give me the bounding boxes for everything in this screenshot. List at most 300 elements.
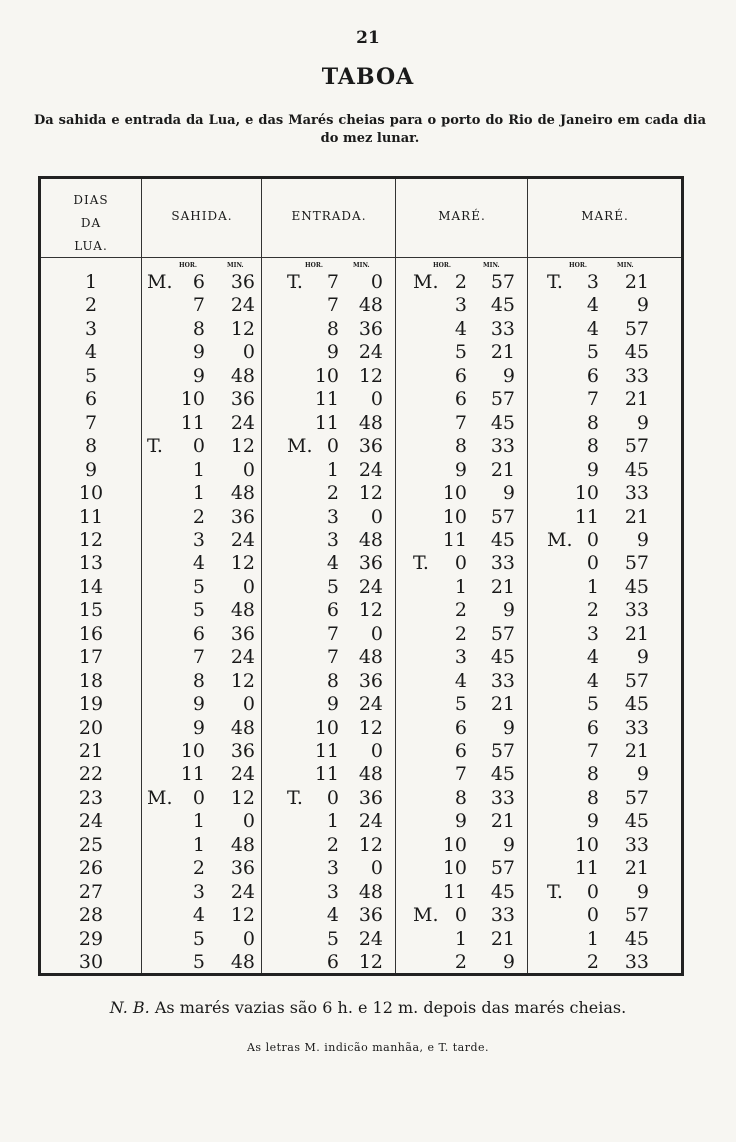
table-row: [41, 341, 681, 364]
cell-mare-2-period: M.: [547, 528, 573, 551]
cell-sahida-hour: 1: [192, 482, 205, 505]
cell-sahida-minute: 36: [230, 505, 255, 528]
cell-sahida-hour: 4: [192, 552, 205, 575]
cell-entrada-minute: 48: [358, 763, 383, 786]
cell-mare-2-hour: 0: [586, 880, 599, 903]
cell-sahida-hour: 2: [192, 857, 205, 880]
cell-mare-1-hour: 2: [454, 271, 467, 293]
cell-sahida-hour: 4: [192, 904, 205, 927]
cell-day: 6: [84, 388, 98, 411]
cell-entrada-hour: 7: [326, 271, 339, 293]
cell-entrada-period: M.: [287, 435, 313, 458]
cell-entrada-hour: 3: [326, 528, 339, 551]
header-dias-line1: DIAS: [73, 193, 109, 207]
cell-sahida-period: M.: [147, 271, 173, 293]
cell-day: 30: [78, 951, 104, 974]
cell-mare-2-minute: 45: [624, 458, 649, 481]
cell-mare-2-hour: 3: [586, 622, 599, 645]
cell-day: 22: [78, 763, 104, 786]
cell-mare-2-minute: 9: [636, 880, 649, 903]
cell-sahida-hour: 9: [192, 716, 205, 739]
cell-entrada-hour: 0: [326, 786, 339, 809]
cell-mare-1-hour: 10: [442, 482, 467, 505]
cell-entrada-minute: 48: [358, 294, 383, 317]
cell-mare-2-minute: 33: [624, 716, 649, 739]
cell-day: 25: [78, 833, 104, 856]
cell-entrada-hour: 5: [326, 575, 339, 598]
cell-sahida-minute: 12: [230, 669, 255, 692]
cell-sahida-minute: 0: [242, 575, 255, 598]
cell-sahida-hour: 8: [192, 317, 205, 340]
cell-mare-2-hour: 4: [586, 294, 599, 317]
cell-sahida-minute: 12: [230, 317, 255, 340]
cell-mare-1-hour: 11: [442, 528, 467, 551]
footnote: [0, 998, 736, 1017]
table-row: [41, 904, 681, 927]
cell-day: 11: [78, 505, 104, 528]
table-row: [41, 599, 681, 622]
cell-mare-2-minute: 21: [624, 505, 649, 528]
cell-sahida-minute: 24: [230, 880, 255, 903]
cell-mare-2-hour: 8: [586, 763, 599, 786]
cell-mare-1-hour: 2: [454, 622, 467, 645]
cell-entrada-hour: 9: [326, 693, 339, 716]
cell-sahida-minute: 48: [230, 951, 255, 974]
cell-entrada-minute: 12: [358, 951, 383, 974]
cell-mare-2-hour: 9: [586, 458, 599, 481]
cell-day: 16: [78, 622, 104, 645]
cell-sahida-hour: 5: [192, 599, 205, 622]
cell-entrada-hour: 11: [314, 740, 339, 762]
header-sahida: SAHIDA.: [171, 209, 233, 223]
cell-mare-1-minute: 45: [490, 411, 515, 434]
cell-entrada-hour: 7: [326, 646, 339, 669]
table-row: [41, 318, 681, 341]
legend: As letras M. indicão manhãa, e T. tarde.: [246, 1041, 490, 1054]
sub-min-mare-2: MIN.: [617, 262, 634, 269]
cell-sahida-hour: 11: [180, 411, 205, 434]
cell-mare-1-hour: 6: [454, 388, 467, 411]
cell-entrada-minute: 36: [358, 552, 383, 575]
cell-mare-1-minute: 45: [490, 294, 515, 317]
cell-entrada-minute: 24: [358, 458, 383, 481]
cell-mare-1-minute: 45: [490, 646, 515, 669]
sub-hor-mare-2: HOR.: [569, 262, 587, 269]
cell-entrada-minute: 24: [358, 927, 383, 950]
cell-mare-1-minute: 9: [502, 951, 515, 974]
cell-mare-2-minute: 21: [624, 740, 649, 762]
cell-mare-1-hour: 8: [454, 786, 467, 809]
cell-entrada-hour: 6: [326, 599, 339, 622]
cell-sahida-minute: 36: [230, 271, 255, 293]
cell-entrada-hour: 11: [314, 411, 339, 434]
cell-sahida-minute: 24: [230, 646, 255, 669]
cell-mare-1-hour: 9: [454, 458, 467, 481]
cell-mare-1-hour: 9: [454, 810, 467, 833]
cell-mare-2-hour: 1: [586, 927, 599, 950]
cell-mare-2-minute: 57: [624, 435, 649, 458]
cell-mare-2-hour: 2: [586, 599, 599, 622]
cell-day: 4: [84, 341, 98, 364]
cell-mare-1-hour: 10: [442, 857, 467, 880]
cell-sahida-hour: 2: [192, 505, 205, 528]
cell-entrada-hour: 7: [326, 622, 339, 645]
cell-sahida-period: T.: [147, 435, 163, 458]
cell-entrada-period: T.: [287, 271, 303, 293]
cell-mare-2-minute: 57: [624, 669, 649, 692]
cell-mare-1-minute: 9: [502, 482, 515, 505]
cell-mare-2-minute: 57: [624, 317, 649, 340]
cell-day: 29: [78, 927, 104, 950]
cell-sahida-hour: 3: [192, 880, 205, 903]
cell-mare-2-minute: 21: [624, 271, 649, 293]
cell-mare-2-period: T.: [547, 880, 563, 903]
cell-mare-1-minute: 45: [490, 880, 515, 903]
cell-mare-1-minute: 57: [490, 622, 515, 645]
sub-min-sahida: MIN.: [227, 262, 244, 269]
cell-mare-2-minute: 9: [636, 411, 649, 434]
page-title: TABOA: [321, 64, 415, 90]
cell-sahida-hour: 5: [192, 951, 205, 974]
cell-entrada-hour: 11: [314, 763, 339, 786]
sub-hor-entrada: HOR.: [305, 262, 323, 269]
cell-entrada-minute: 36: [358, 669, 383, 692]
cell-entrada-minute: 48: [358, 646, 383, 669]
cell-day: 12: [78, 528, 104, 551]
cell-day: 2: [84, 294, 98, 317]
cell-entrada-minute: 12: [358, 482, 383, 505]
cell-sahida-minute: 12: [230, 904, 255, 927]
cell-sahida-minute: 48: [230, 716, 255, 739]
cell-entrada-hour: 2: [326, 482, 339, 505]
header-entrada: ENTRADA.: [291, 209, 367, 223]
cell-sahida-hour: 7: [192, 294, 205, 317]
cell-mare-1-period: M.: [413, 271, 439, 293]
cell-entrada-minute: 36: [358, 904, 383, 927]
cell-mare-2-hour: 11: [574, 505, 599, 528]
cell-entrada-hour: 3: [326, 857, 339, 880]
cell-sahida-minute: 0: [242, 927, 255, 950]
cell-mare-1-hour: 4: [454, 317, 467, 340]
table-row: [41, 459, 681, 482]
table-row: [41, 763, 681, 786]
cell-mare-1-minute: 57: [490, 857, 515, 880]
cell-mare-2-hour: 6: [586, 716, 599, 739]
cell-mare-2-hour: 2: [586, 951, 599, 974]
cell-day: 14: [78, 575, 104, 598]
table-row: [41, 365, 681, 388]
cell-sahida-minute: 0: [242, 458, 255, 481]
table-row: [41, 693, 681, 716]
cell-entrada-minute: 36: [358, 317, 383, 340]
cell-sahida-hour: 10: [180, 388, 205, 411]
cell-mare-1-hour: 3: [454, 646, 467, 669]
cell-mare-2-hour: 10: [574, 833, 599, 856]
cell-mare-2-hour: 1: [586, 575, 599, 598]
table-row: [41, 951, 681, 974]
cell-entrada-hour: 4: [326, 904, 339, 927]
cell-day: 20: [78, 716, 104, 739]
cell-mare-1-hour: 0: [454, 552, 467, 575]
cell-day: 7: [84, 411, 98, 434]
cell-entrada-minute: 48: [358, 411, 383, 434]
cell-mare-1-minute: 45: [490, 528, 515, 551]
cell-entrada-hour: 10: [314, 364, 339, 387]
cell-entrada-minute: 0: [370, 388, 383, 411]
cell-day: 17: [78, 646, 104, 669]
cell-day: 23: [78, 786, 104, 809]
cell-day: 21: [78, 740, 104, 762]
cell-mare-1-hour: 7: [454, 411, 467, 434]
cell-mare-1-minute: 33: [490, 786, 515, 809]
cell-entrada-hour: 11: [314, 388, 339, 411]
cell-mare-2-minute: 33: [624, 599, 649, 622]
cell-entrada-minute: 24: [358, 341, 383, 364]
cell-entrada-hour: 7: [326, 294, 339, 317]
cell-sahida-hour: 7: [192, 646, 205, 669]
cell-sahida-minute: 36: [230, 388, 255, 411]
cell-day: 5: [84, 364, 98, 387]
cell-mare-1-hour: 1: [454, 927, 467, 950]
cell-mare-1-minute: 9: [502, 599, 515, 622]
cell-sahida-hour: 3: [192, 528, 205, 551]
cell-mare-1-minute: 21: [490, 810, 515, 833]
cell-mare-1-hour: 1: [454, 575, 467, 598]
cell-mare-1-hour: 2: [454, 599, 467, 622]
tide-table: [38, 176, 684, 976]
cell-mare-1-minute: 33: [490, 904, 515, 927]
cell-entrada-hour: 8: [326, 317, 339, 340]
cell-sahida-minute: 24: [230, 763, 255, 786]
cell-sahida-hour: 1: [192, 810, 205, 833]
cell-mare-1-period: T.: [413, 552, 429, 575]
cell-mare-1-minute: 9: [502, 833, 515, 856]
cell-entrada-minute: 0: [370, 505, 383, 528]
cell-mare-2-hour: 11: [574, 857, 599, 880]
cell-entrada-minute: 24: [358, 575, 383, 598]
table-row: [41, 646, 681, 669]
cell-sahida-hour: 5: [192, 927, 205, 950]
header-mare-2: MARÉ.: [581, 209, 629, 223]
header-dias-line3: LUA.: [74, 239, 108, 253]
cell-mare-1-minute: 9: [502, 364, 515, 387]
cell-entrada-minute: 12: [358, 716, 383, 739]
cell-mare-2-minute: 33: [624, 364, 649, 387]
cell-mare-2-hour: 8: [586, 786, 599, 809]
cell-mare-2-hour: 8: [586, 435, 599, 458]
cell-entrada-hour: 1: [326, 810, 339, 833]
cell-mare-1-minute: 33: [490, 669, 515, 692]
cell-mare-1-hour: 11: [442, 880, 467, 903]
header-dias: [41, 189, 141, 258]
cell-entrada-minute: 0: [370, 857, 383, 880]
cell-mare-1-minute: 57: [490, 388, 515, 411]
cell-mare-2-minute: 45: [624, 927, 649, 950]
cell-day: 27: [78, 880, 104, 903]
cell-sahida-minute: 36: [230, 740, 255, 762]
cell-mare-1-hour: 3: [454, 294, 467, 317]
cell-mare-2-minute: 45: [624, 693, 649, 716]
cell-sahida-minute: 0: [242, 810, 255, 833]
cell-mare-1-minute: 33: [490, 317, 515, 340]
cell-sahida-hour: 9: [192, 693, 205, 716]
cell-sahida-hour: 1: [192, 458, 205, 481]
cell-sahida-minute: 24: [230, 411, 255, 434]
cell-entrada-hour: 6: [326, 951, 339, 974]
cell-day: 8: [84, 435, 98, 458]
table-row: [41, 881, 681, 904]
cell-entrada-hour: 3: [326, 505, 339, 528]
cell-sahida-hour: 6: [192, 271, 205, 293]
cell-sahida-period: M.: [147, 786, 173, 809]
table-row: [41, 388, 681, 411]
cell-mare-1-hour: 10: [442, 833, 467, 856]
cell-entrada-minute: 0: [370, 740, 383, 762]
cell-sahida-minute: 12: [230, 552, 255, 575]
table-row: [41, 834, 681, 857]
cell-entrada-hour: 3: [326, 880, 339, 903]
cell-sahida-minute: 36: [230, 622, 255, 645]
cell-sahida-minute: 48: [230, 482, 255, 505]
cell-mare-2-minute: 9: [636, 646, 649, 669]
cell-mare-1-minute: 21: [490, 575, 515, 598]
cell-mare-2-hour: 0: [586, 904, 599, 927]
cell-mare-2-hour: 4: [586, 317, 599, 340]
footnote-prefix: N. B.: [109, 998, 150, 1017]
cell-day: 28: [78, 904, 104, 927]
table-row: [41, 435, 681, 458]
cell-sahida-hour: 1: [192, 833, 205, 856]
cell-entrada-minute: 24: [358, 810, 383, 833]
cell-mare-2-hour: 10: [574, 482, 599, 505]
cell-sahida-minute: 0: [242, 693, 255, 716]
table-row: [41, 506, 681, 529]
cell-entrada-period: T.: [287, 786, 303, 809]
cell-sahida-hour: 10: [180, 740, 205, 762]
table-row: [41, 576, 681, 599]
table-row: [41, 810, 681, 833]
table-row: [41, 670, 681, 693]
table-subtitle: Da sahida e entrada da Lua, e das Marés cheias para o porto do Rio de Janeiro em cada dia do mez lunar.: [34, 113, 706, 146]
cell-mare-2-hour: 7: [586, 388, 599, 411]
header-dias-line2: DA: [80, 216, 102, 230]
cell-entrada-hour: 9: [326, 341, 339, 364]
cell-day: 10: [78, 482, 104, 505]
cell-entrada-hour: 10: [314, 716, 339, 739]
cell-mare-1-hour: 10: [442, 505, 467, 528]
cell-mare-2-minute: 33: [624, 833, 649, 856]
table-row: [41, 271, 681, 294]
cell-sahida-hour: 6: [192, 622, 205, 645]
cell-mare-2-minute: 57: [624, 786, 649, 809]
table-row: [41, 857, 681, 880]
cell-mare-2-period: T.: [547, 271, 563, 293]
cell-sahida-minute: 12: [230, 786, 255, 809]
sub-hor-sahida: HOR.: [179, 262, 197, 269]
cell-entrada-minute: 0: [370, 622, 383, 645]
cell-mare-1-hour: 6: [454, 716, 467, 739]
table-row: [41, 482, 681, 505]
page-number: 21: [356, 28, 380, 48]
cell-mare-1-minute: 33: [490, 552, 515, 575]
table-row: [41, 294, 681, 317]
cell-mare-1-minute: 57: [490, 271, 515, 293]
table-row: [41, 717, 681, 740]
cell-mare-1-minute: 21: [490, 693, 515, 716]
cell-sahida-minute: 36: [230, 857, 255, 880]
cell-mare-2-minute: 57: [624, 904, 649, 927]
cell-mare-1-minute: 21: [490, 458, 515, 481]
cell-day: 1: [84, 271, 98, 293]
cell-mare-2-hour: 0: [586, 552, 599, 575]
cell-day: 24: [78, 810, 104, 833]
cell-entrada-minute: 12: [358, 833, 383, 856]
cell-sahida-minute: 24: [230, 528, 255, 551]
cell-entrada-minute: 12: [358, 599, 383, 622]
cell-mare-1-minute: 21: [490, 341, 515, 364]
cell-entrada-hour: 1: [326, 458, 339, 481]
cell-mare-1-hour: 0: [454, 904, 467, 927]
cell-mare-2-minute: 9: [636, 294, 649, 317]
cell-mare-1-minute: 57: [490, 505, 515, 528]
cell-sahida-hour: 0: [192, 435, 205, 458]
cell-sahida-minute: 0: [242, 341, 255, 364]
sub-min-entrada: MIN.: [353, 262, 370, 269]
table-row: [41, 552, 681, 575]
cell-entrada-hour: 2: [326, 833, 339, 856]
cell-mare-2-minute: 45: [624, 810, 649, 833]
sub-min-mare-1: MIN.: [483, 262, 500, 269]
cell-mare-1-hour: 7: [454, 763, 467, 786]
cell-mare-2-minute: 33: [624, 951, 649, 974]
cell-mare-2-minute: 9: [636, 763, 649, 786]
table-row: [41, 740, 681, 763]
table-row: [41, 928, 681, 951]
cell-mare-1-hour: 6: [454, 740, 467, 762]
cell-sahida-minute: 12: [230, 435, 255, 458]
cell-mare-1-minute: 57: [490, 740, 515, 762]
cell-sahida-hour: 0: [192, 786, 205, 809]
cell-day: 26: [78, 857, 104, 880]
cell-mare-2-minute: 45: [624, 575, 649, 598]
cell-sahida-hour: 11: [180, 763, 205, 786]
cell-sahida-minute: 48: [230, 599, 255, 622]
cell-sahida-hour: 9: [192, 341, 205, 364]
cell-mare-2-hour: 5: [586, 693, 599, 716]
table-row: [41, 412, 681, 435]
cell-mare-2-hour: 9: [586, 810, 599, 833]
cell-mare-2-minute: 21: [624, 857, 649, 880]
table-row: [41, 529, 681, 552]
cell-sahida-minute: 48: [230, 364, 255, 387]
cell-mare-2-hour: 7: [586, 740, 599, 762]
cell-day: 19: [78, 693, 104, 716]
cell-mare-1-hour: 2: [454, 951, 467, 974]
cell-mare-2-minute: 57: [624, 552, 649, 575]
cell-mare-1-hour: 5: [454, 693, 467, 716]
footnote-text: As marés vazias são 6 h. e 12 m. depois das marés cheias.: [154, 998, 627, 1017]
cell-entrada-minute: 12: [358, 364, 383, 387]
cell-sahida-hour: 9: [192, 364, 205, 387]
cell-mare-2-hour: 3: [586, 271, 599, 293]
cell-sahida-hour: 5: [192, 575, 205, 598]
cell-sahida-hour: 8: [192, 669, 205, 692]
cell-entrada-minute: 48: [358, 528, 383, 551]
table-header: [41, 179, 681, 269]
cell-mare-1-minute: 33: [490, 435, 515, 458]
cell-day: 13: [78, 552, 104, 575]
cell-mare-1-hour: 6: [454, 364, 467, 387]
